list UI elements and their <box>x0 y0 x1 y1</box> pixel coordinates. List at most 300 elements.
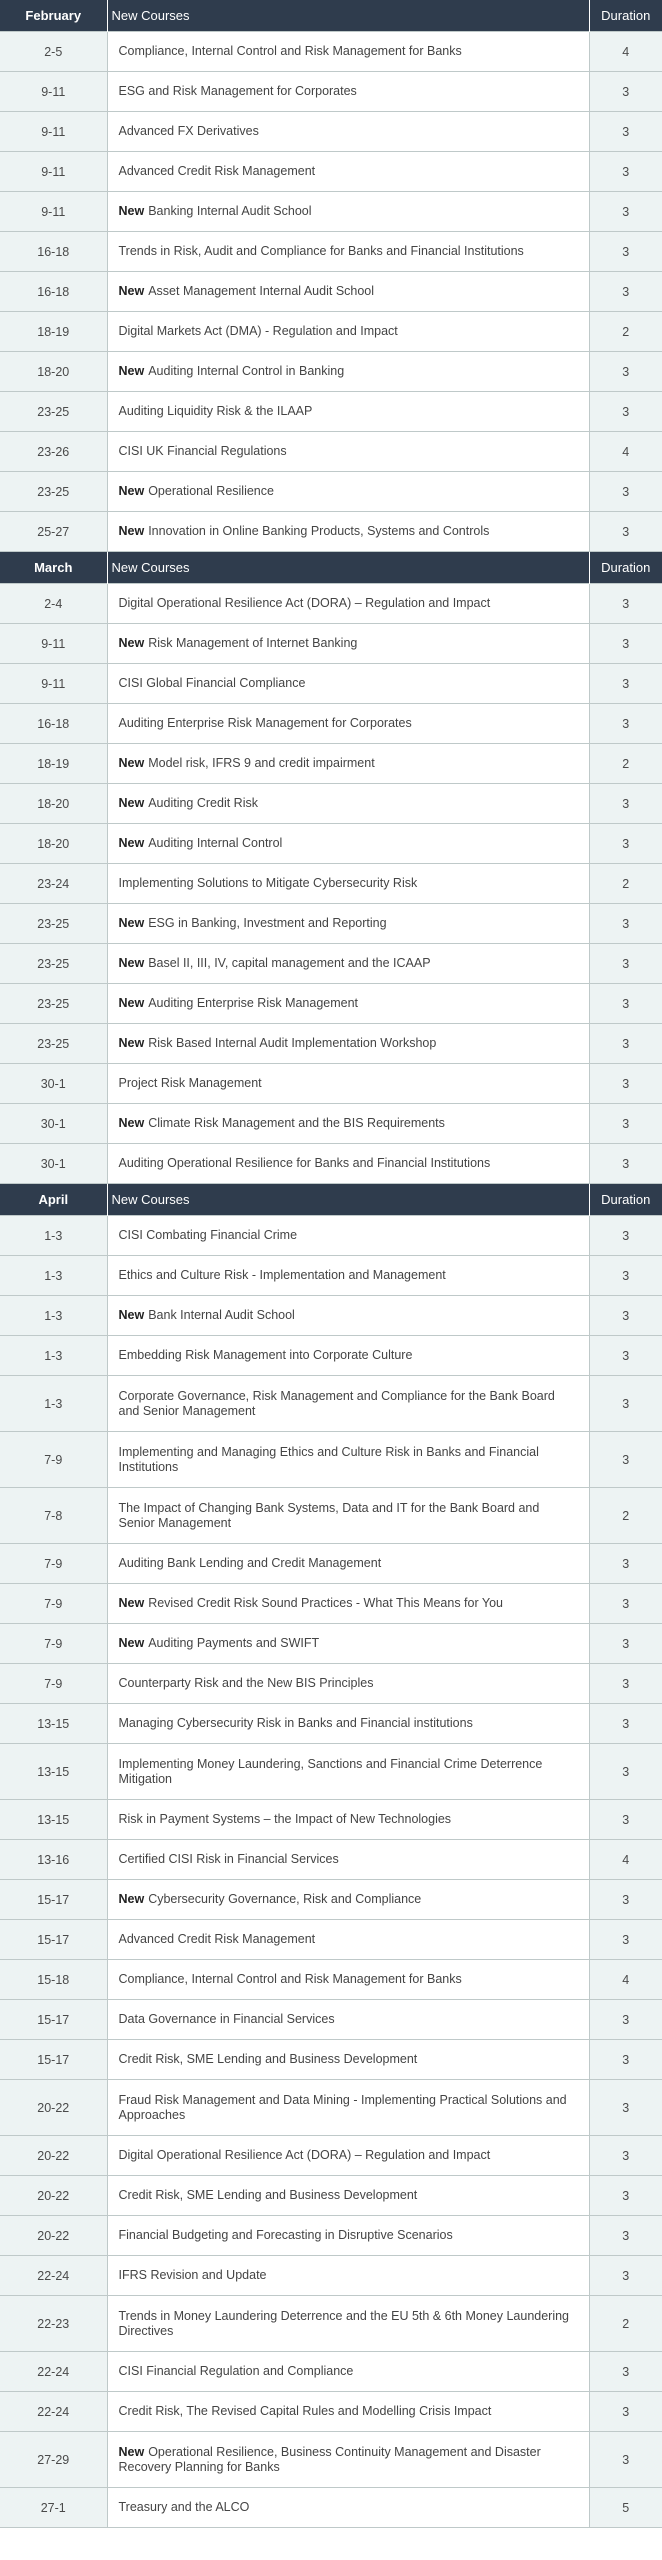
course-duration: 3 <box>589 1584 662 1624</box>
course-row[interactable] <box>0 472 662 512</box>
course-dates: 7-8 <box>0 1488 107 1544</box>
course-row[interactable] <box>0 2040 662 2080</box>
course-duration: 3 <box>589 2080 662 2136</box>
course-title[interactable] <box>107 824 589 864</box>
course-duration: 3 <box>589 1544 662 1584</box>
course-title[interactable] <box>107 1800 589 1840</box>
course-dates: 20-22 <box>0 2080 107 2136</box>
course-title-text: Fraud Risk Management and Data Mining - Implementing Practical Solutions and Approaches <box>118 2092 567 2122</box>
duration-column-header: Duration <box>589 0 662 32</box>
course-title-text: Climate Risk Management and the BIS Requirements <box>148 1116 445 1130</box>
course-duration: 3 <box>589 2256 662 2296</box>
course-duration: 3 <box>589 2352 662 2392</box>
course-title[interactable] <box>107 1256 589 1296</box>
course-dates: 23-26 <box>0 432 107 472</box>
course-title-text: Digital Operational Resilience Act (DORA) – Regulation and Impact <box>118 596 491 610</box>
course-row[interactable] <box>0 1336 662 1376</box>
course-title[interactable] <box>107 32 589 72</box>
course-duration: 2 <box>589 312 662 352</box>
course-duration: 3 <box>589 1144 662 1184</box>
course-title[interactable] <box>107 1376 589 1432</box>
course-duration: 3 <box>589 112 662 152</box>
course-duration: 4 <box>589 432 662 472</box>
course-duration: 3 <box>589 192 662 232</box>
course-title[interactable] <box>107 944 589 984</box>
course-title-text: Compliance, Internal Control and Risk Management for Banks <box>118 1972 462 1986</box>
course-title-text: Ethics and Culture Risk - Implementation and Management <box>118 1268 446 1282</box>
course-title-text: Revised Credit Risk Sound Practices - What This Means for You <box>148 1596 503 1610</box>
course-dates: 2-5 <box>0 32 107 72</box>
course-title[interactable] <box>107 744 589 784</box>
course-title-text: Risk Based Internal Audit Implementation Workshop <box>148 1036 437 1050</box>
course-duration: 2 <box>589 744 662 784</box>
course-title[interactable] <box>107 2040 589 2080</box>
course-title[interactable] <box>107 1336 589 1376</box>
course-row[interactable] <box>0 72 662 112</box>
course-title-text: Auditing Enterprise Risk Management <box>148 996 359 1010</box>
course-row[interactable] <box>0 1744 662 1800</box>
course-row[interactable] <box>0 1840 662 1880</box>
course-row[interactable] <box>0 432 662 472</box>
course-dates: 1-3 <box>0 1376 107 1432</box>
course-row[interactable] <box>0 1544 662 1584</box>
course-title-text: Model risk, IFRS 9 and credit impairment <box>148 756 375 770</box>
course-title-text: Financial Budgeting and Forecasting in Disruptive Scenarios <box>118 2228 453 2242</box>
course-title-text: Digital Operational Resilience Act (DORA) – Regulation and Impact <box>118 2148 491 2162</box>
month-name-march: March <box>0 552 107 584</box>
month-header-row <box>0 1184 662 1216</box>
course-title[interactable] <box>107 512 589 552</box>
course-title[interactable] <box>107 1744 589 1800</box>
course-title-text: Auditing Internal Control in Banking <box>148 364 345 378</box>
course-dates: 20-22 <box>0 2176 107 2216</box>
course-row[interactable] <box>0 1296 662 1336</box>
course-title[interactable] <box>107 664 589 704</box>
course-title-text: Basel II, III, IV, capital management and the ICAAP <box>148 956 431 970</box>
course-title-text: Certified CISI Risk in Financial Services <box>118 1852 339 1866</box>
course-column-header: New Courses <box>107 0 589 32</box>
course-row[interactable] <box>0 1488 662 1544</box>
course-row[interactable] <box>0 1104 662 1144</box>
course-duration: 3 <box>589 1376 662 1432</box>
course-dates: 7-9 <box>0 1624 107 1664</box>
course-title-text: Operational Resilience <box>148 484 274 498</box>
course-row[interactable] <box>0 2432 662 2488</box>
course-row[interactable] <box>0 824 662 864</box>
course-duration: 3 <box>589 352 662 392</box>
course-title[interactable] <box>107 2256 589 2296</box>
course-dates: 2-4 <box>0 584 107 624</box>
course-row[interactable] <box>0 984 662 1024</box>
course-title[interactable] <box>107 312 589 352</box>
course-title-text: Trends in Money Laundering Deterrence and the EU 5th & 6th Money Laundering Directives <box>118 2308 570 2338</box>
course-row[interactable] <box>0 624 662 664</box>
course-title-text: ESG and Risk Management for Corporates <box>118 84 357 98</box>
course-duration: 3 <box>589 1336 662 1376</box>
course-title-text: Implementing Solutions to Mitigate Cybersecurity Risk <box>118 876 418 890</box>
course-dates: 18-20 <box>0 824 107 864</box>
course-title[interactable] <box>107 864 589 904</box>
course-title-text: Treasury and the ALCO <box>118 2500 250 2514</box>
course-title[interactable] <box>107 784 589 824</box>
course-duration: 3 <box>589 1432 662 1488</box>
course-row[interactable] <box>0 704 662 744</box>
course-row[interactable] <box>0 32 662 72</box>
course-duration: 3 <box>589 824 662 864</box>
course-title[interactable] <box>107 624 589 664</box>
course-duration: 3 <box>589 984 662 1024</box>
course-row[interactable] <box>0 1624 662 1664</box>
course-title[interactable] <box>107 432 589 472</box>
month-name-april: April <box>0 1184 107 1216</box>
course-row[interactable] <box>0 2296 662 2352</box>
new-badge: New <box>118 484 145 498</box>
course-title[interactable] <box>107 1296 589 1336</box>
course-title-text: Banking Internal Audit School <box>148 204 312 218</box>
course-title-text: Corporate Governance, Risk Management and Compliance for the Bank Board and Senior Management <box>118 1388 555 1418</box>
course-title-text: Operational Resilience, Business Continuity Management and Disaster Recovery Planning for Banks <box>118 2444 541 2474</box>
course-column-header: New Courses <box>107 1184 589 1216</box>
course-dates: 7-9 <box>0 1544 107 1584</box>
course-row[interactable] <box>0 1376 662 1432</box>
course-title[interactable] <box>107 1104 589 1144</box>
course-title[interactable] <box>107 392 589 432</box>
course-row[interactable] <box>0 2176 662 2216</box>
new-badge: New <box>118 636 145 650</box>
month-header-row <box>0 552 662 584</box>
course-title-text: Cybersecurity Governance, Risk and Compliance <box>148 1892 422 1906</box>
course-title-text: Advanced Credit Risk Management <box>118 1932 316 1946</box>
course-row[interactable] <box>0 112 662 152</box>
course-row[interactable] <box>0 1256 662 1296</box>
course-duration: 3 <box>589 944 662 984</box>
new-badge: New <box>118 756 145 770</box>
course-row[interactable] <box>0 784 662 824</box>
course-title[interactable] <box>107 1144 589 1184</box>
new-badge: New <box>118 204 145 218</box>
course-duration: 3 <box>589 904 662 944</box>
course-row[interactable] <box>0 2136 662 2176</box>
course-title-text: Data Governance in Financial Services <box>118 2012 335 2026</box>
course-duration: 3 <box>589 704 662 744</box>
course-dates: 20-22 <box>0 2216 107 2256</box>
course-dates: 18-20 <box>0 352 107 392</box>
course-title[interactable] <box>107 1704 589 1744</box>
course-dates: 9-11 <box>0 192 107 232</box>
course-dates: 23-24 <box>0 864 107 904</box>
course-title-text: Trends in Risk, Audit and Compliance for Banks and Financial Institutions <box>118 244 524 258</box>
course-title-text: Advanced Credit Risk Management <box>118 164 316 178</box>
course-row[interactable] <box>0 352 662 392</box>
course-title-text: Risk in Payment Systems – the Impact of New Technologies <box>118 1812 452 1826</box>
month-header-row <box>0 0 662 32</box>
course-row[interactable] <box>0 1216 662 1256</box>
course-dates: 16-18 <box>0 232 107 272</box>
course-duration: 3 <box>589 584 662 624</box>
course-title-text: Credit Risk, The Revised Capital Rules and Modelling Crisis Impact <box>118 2404 492 2418</box>
course-title[interactable] <box>107 2352 589 2392</box>
course-title[interactable] <box>107 1960 589 2000</box>
course-dates: 27-29 <box>0 2432 107 2488</box>
course-title[interactable] <box>107 112 589 152</box>
course-title-text: Auditing Liquidity Risk & the ILAAP <box>118 404 313 418</box>
course-title[interactable] <box>107 2296 589 2352</box>
course-dates: 18-19 <box>0 744 107 784</box>
course-row[interactable] <box>0 1704 662 1744</box>
course-title[interactable] <box>107 232 589 272</box>
course-dates: 20-22 <box>0 2136 107 2176</box>
new-badge: New <box>118 1892 145 1906</box>
course-title[interactable] <box>107 192 589 232</box>
course-duration: 3 <box>589 2216 662 2256</box>
new-badge: New <box>118 364 145 378</box>
course-row[interactable] <box>0 1880 662 1920</box>
course-title[interactable] <box>107 1920 589 1960</box>
course-row[interactable] <box>0 1920 662 1960</box>
course-duration: 3 <box>589 152 662 192</box>
course-title-text: ESG in Banking, Investment and Reporting <box>148 916 387 930</box>
course-duration: 3 <box>589 1296 662 1336</box>
course-duration: 3 <box>589 1624 662 1664</box>
course-row[interactable] <box>0 584 662 624</box>
course-duration: 2 <box>589 864 662 904</box>
course-dates: 7-9 <box>0 1584 107 1624</box>
new-badge: New <box>118 1596 145 1610</box>
course-title[interactable] <box>107 1584 589 1624</box>
course-duration: 3 <box>589 1744 662 1800</box>
course-duration: 3 <box>589 1104 662 1144</box>
new-badge: New <box>118 916 145 930</box>
course-title-text: CISI Combating Financial Crime <box>118 1228 298 1242</box>
course-duration: 3 <box>589 1800 662 1840</box>
course-title-text: Counterparty Risk and the New BIS Principles <box>118 1676 374 1690</box>
course-row[interactable] <box>0 2488 662 2528</box>
course-title[interactable] <box>107 1544 589 1584</box>
course-title-text: Auditing Credit Risk <box>148 796 258 810</box>
course-duration: 4 <box>589 1960 662 2000</box>
course-duration: 3 <box>589 1256 662 1296</box>
course-row[interactable] <box>0 744 662 784</box>
course-title-text: Advanced FX Derivatives <box>118 124 259 138</box>
course-row[interactable] <box>0 1432 662 1488</box>
duration-column-header: Duration <box>589 1184 662 1216</box>
course-row[interactable] <box>0 392 662 432</box>
course-dates: 30-1 <box>0 1144 107 1184</box>
new-badge: New <box>118 1116 145 1130</box>
course-duration: 3 <box>589 1216 662 1256</box>
course-title[interactable] <box>107 1664 589 1704</box>
course-title[interactable] <box>107 2488 589 2528</box>
course-dates: 13-16 <box>0 1840 107 1880</box>
course-row[interactable] <box>0 2216 662 2256</box>
course-dates: 9-11 <box>0 152 107 192</box>
course-dates: 1-3 <box>0 1256 107 1296</box>
course-title-text: Innovation in Online Banking Products, Systems and Controls <box>148 524 490 538</box>
course-duration: 4 <box>589 1840 662 1880</box>
course-title[interactable] <box>107 904 589 944</box>
course-title-text: CISI Financial Regulation and Compliance <box>118 2364 354 2378</box>
course-title[interactable] <box>107 1024 589 1064</box>
course-duration: 3 <box>589 2000 662 2040</box>
course-title-text: Credit Risk, SME Lending and Business Development <box>118 2052 418 2066</box>
course-dates: 23-25 <box>0 984 107 1024</box>
course-duration: 3 <box>589 2136 662 2176</box>
course-title[interactable] <box>107 1624 589 1664</box>
course-dates: 30-1 <box>0 1104 107 1144</box>
course-title-text: Project Risk Management <box>118 1076 262 1090</box>
course-duration: 3 <box>589 472 662 512</box>
course-duration: 3 <box>589 392 662 432</box>
course-dates: 15-17 <box>0 1920 107 1960</box>
new-badge: New <box>118 1036 145 1050</box>
course-dates: 15-17 <box>0 1880 107 1920</box>
course-dates: 23-25 <box>0 1024 107 1064</box>
course-title-text: CISI UK Financial Regulations <box>118 444 287 458</box>
course-dates: 27-1 <box>0 2488 107 2528</box>
course-title[interactable] <box>107 1840 589 1880</box>
course-dates: 1-3 <box>0 1216 107 1256</box>
course-title-text: Bank Internal Audit School <box>148 1308 295 1322</box>
course-title[interactable] <box>107 2136 589 2176</box>
new-badge: New <box>118 796 145 810</box>
course-row[interactable] <box>0 2080 662 2136</box>
course-dates: 23-25 <box>0 944 107 984</box>
course-duration: 3 <box>589 2432 662 2488</box>
course-title-text: Managing Cybersecurity Risk in Banks and Financial institutions <box>118 1716 473 1730</box>
course-title[interactable] <box>107 1488 589 1544</box>
course-title[interactable] <box>107 2432 589 2488</box>
course-dates: 9-11 <box>0 72 107 112</box>
course-dates: 15-18 <box>0 1960 107 2000</box>
course-title[interactable] <box>107 2080 589 2136</box>
course-title-text: Digital Markets Act (DMA) - Regulation and Impact <box>118 324 398 338</box>
course-title[interactable] <box>107 152 589 192</box>
course-duration: 3 <box>589 1880 662 1920</box>
course-duration: 3 <box>589 624 662 664</box>
course-row[interactable] <box>0 192 662 232</box>
course-row[interactable] <box>0 1960 662 2000</box>
course-duration: 3 <box>589 1664 662 1704</box>
course-row[interactable] <box>0 2000 662 2040</box>
course-title[interactable] <box>107 1432 589 1488</box>
course-duration: 3 <box>589 232 662 272</box>
course-title[interactable] <box>107 352 589 392</box>
course-title[interactable] <box>107 584 589 624</box>
course-row[interactable] <box>0 1064 662 1104</box>
new-badge: New <box>118 836 145 850</box>
course-dates: 13-15 <box>0 1800 107 1840</box>
course-title[interactable] <box>107 2176 589 2216</box>
course-dates: 23-25 <box>0 904 107 944</box>
course-title-text: Compliance, Internal Control and Risk Management for Banks <box>118 44 462 58</box>
course-title[interactable] <box>107 1880 589 1920</box>
course-dates: 23-25 <box>0 392 107 432</box>
course-duration: 5 <box>589 2488 662 2528</box>
course-title-text: Risk Management of Internet Banking <box>148 636 358 650</box>
course-dates: 13-15 <box>0 1744 107 1800</box>
course-dates: 9-11 <box>0 624 107 664</box>
course-dates: 7-9 <box>0 1664 107 1704</box>
course-title-text: Implementing and Managing Ethics and Culture Risk in Banks and Financial Institutions <box>118 1444 539 1474</box>
new-badge: New <box>118 956 145 970</box>
course-duration: 3 <box>589 664 662 704</box>
course-title-text: Asset Management Internal Audit School <box>148 284 375 298</box>
course-title[interactable] <box>107 984 589 1024</box>
course-duration: 3 <box>589 1024 662 1064</box>
course-duration: 3 <box>589 512 662 552</box>
course-duration: 3 <box>589 1920 662 1960</box>
course-title-text: Auditing Enterprise Risk Management for Corporates <box>118 716 412 730</box>
course-duration: 3 <box>589 784 662 824</box>
course-row[interactable] <box>0 1664 662 1704</box>
course-title[interactable] <box>107 272 589 312</box>
course-dates: 16-18 <box>0 272 107 312</box>
course-row[interactable] <box>0 1024 662 1064</box>
course-title[interactable] <box>107 1216 589 1256</box>
new-badge: New <box>118 1308 145 1322</box>
course-title-text: Embedding Risk Management into Corporate Culture <box>118 1348 413 1362</box>
course-column-header: New Courses <box>107 552 589 584</box>
course-dates: 1-3 <box>0 1336 107 1376</box>
new-badge: New <box>118 524 145 538</box>
course-title[interactable] <box>107 2000 589 2040</box>
course-dates: 9-11 <box>0 112 107 152</box>
month-name-february: February <box>0 0 107 32</box>
course-dates: 13-15 <box>0 1704 107 1744</box>
course-row[interactable] <box>0 664 662 704</box>
course-row[interactable] <box>0 2352 662 2392</box>
course-row[interactable] <box>0 1800 662 1840</box>
course-row[interactable] <box>0 904 662 944</box>
course-row[interactable] <box>0 2256 662 2296</box>
course-dates: 18-20 <box>0 784 107 824</box>
course-dates: 15-17 <box>0 2000 107 2040</box>
course-title-text: IFRS Revision and Update <box>118 2268 267 2282</box>
course-row[interactable] <box>0 272 662 312</box>
course-title[interactable] <box>107 2392 589 2432</box>
course-title[interactable] <box>107 1064 589 1104</box>
course-title[interactable] <box>107 2216 589 2256</box>
course-title-text: Auditing Payments and SWIFT <box>148 1636 320 1650</box>
course-row[interactable] <box>0 1144 662 1184</box>
course-row[interactable] <box>0 512 662 552</box>
course-title-text: Auditing Bank Lending and Credit Management <box>118 1556 382 1570</box>
course-row[interactable] <box>0 152 662 192</box>
course-dates: 22-24 <box>0 2256 107 2296</box>
course-duration: 2 <box>589 1488 662 1544</box>
course-duration: 3 <box>589 2392 662 2432</box>
course-row[interactable] <box>0 1584 662 1624</box>
course-row[interactable] <box>0 232 662 272</box>
course-duration: 3 <box>589 2176 662 2216</box>
course-dates: 16-18 <box>0 704 107 744</box>
new-badge: New <box>118 284 145 298</box>
course-duration: 3 <box>589 1064 662 1104</box>
course-row[interactable] <box>0 312 662 352</box>
course-row[interactable] <box>0 864 662 904</box>
course-title[interactable] <box>107 472 589 512</box>
course-title-text: Implementing Money Laundering, Sanctions and Financial Crime Deterrence Mitigation <box>118 1756 543 1786</box>
course-row[interactable] <box>0 944 662 984</box>
course-dates: 1-3 <box>0 1296 107 1336</box>
course-title[interactable] <box>107 704 589 744</box>
course-dates: 25-27 <box>0 512 107 552</box>
course-title-text: Credit Risk, SME Lending and Business Development <box>118 2188 418 2202</box>
course-dates: 22-24 <box>0 2392 107 2432</box>
course-title[interactable] <box>107 72 589 112</box>
course-row[interactable] <box>0 2392 662 2432</box>
course-dates: 23-25 <box>0 472 107 512</box>
